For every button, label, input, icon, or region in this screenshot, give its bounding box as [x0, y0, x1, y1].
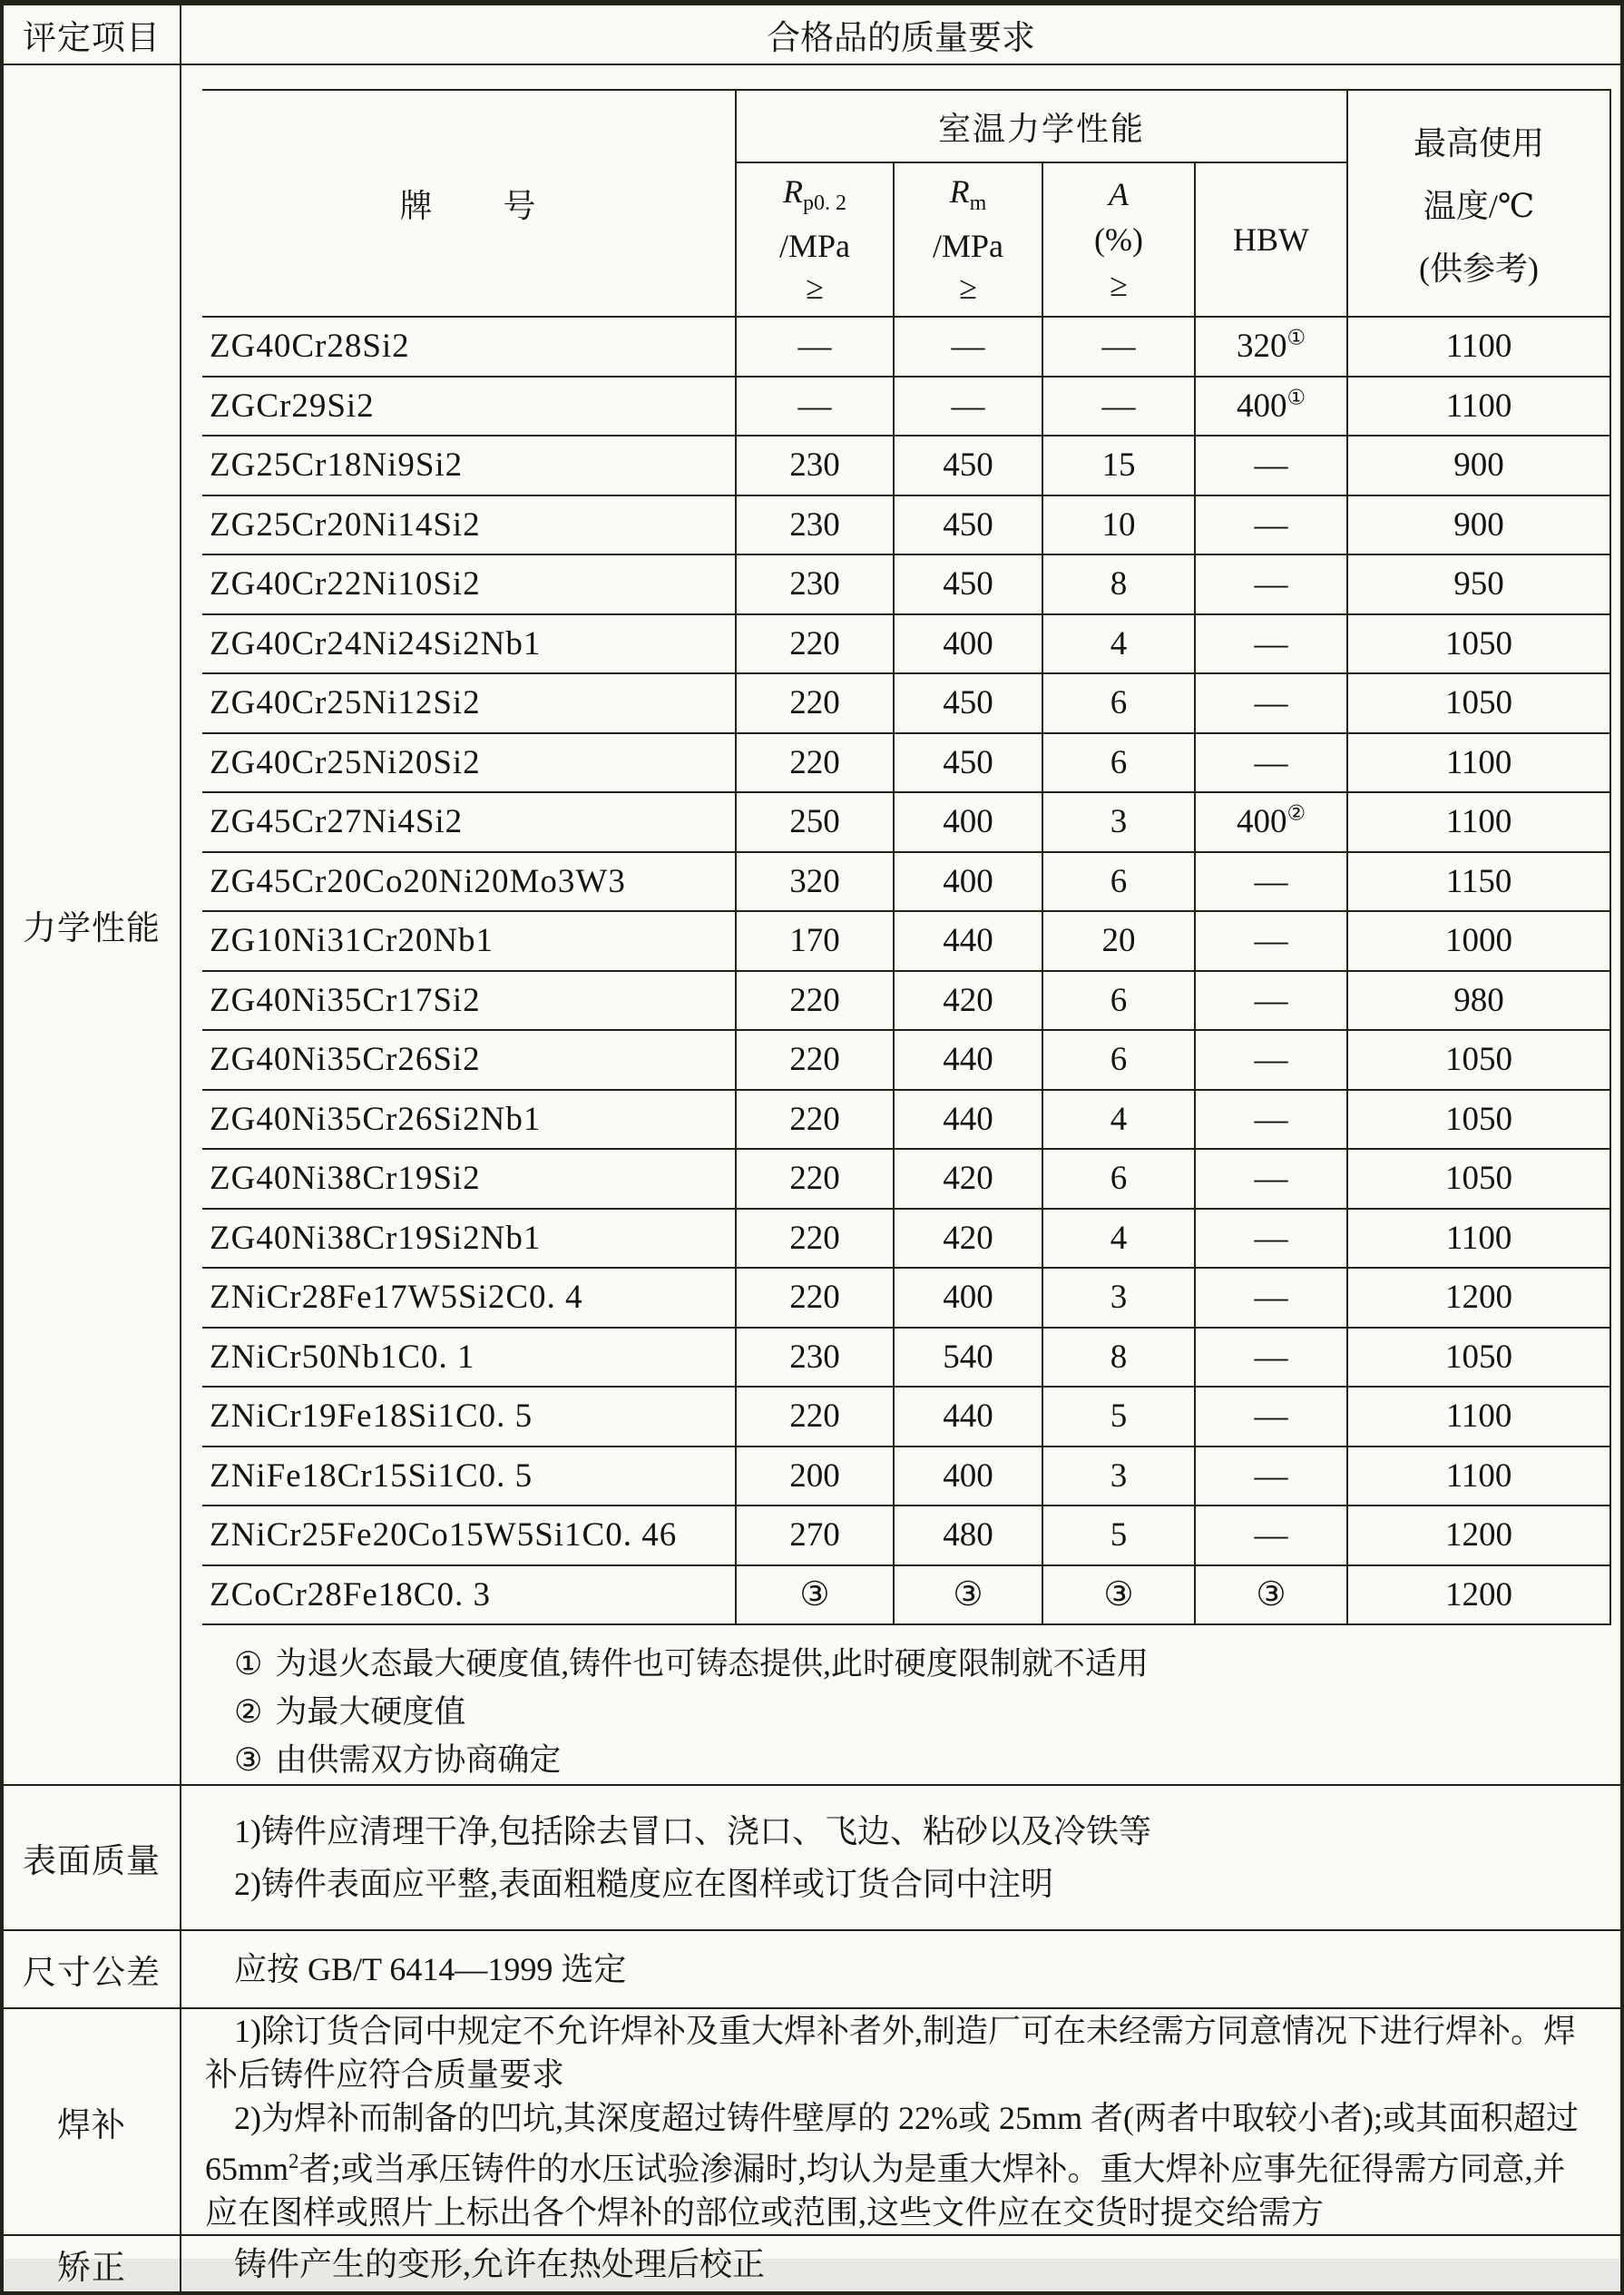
grade-cell: ZG40Cr24Ni24Si2Nb1: [202, 614, 736, 674]
max-temp-cell: 1100: [1347, 733, 1610, 793]
grade-column-header: 牌 号: [202, 90, 736, 317]
elongation-cell: 4: [1042, 614, 1195, 674]
grade-cell: ZCoCr28Fe18C0. 3: [202, 1565, 736, 1625]
rp02-cell: 220: [736, 1030, 894, 1090]
rp02-cell: 170: [736, 911, 894, 971]
hbw-cell: —: [1195, 911, 1347, 971]
hbw-cell: —: [1195, 1328, 1347, 1388]
hbw-cell: —: [1195, 971, 1347, 1031]
footnote-2-text: 为最大硬度值: [275, 1694, 466, 1730]
elongation-cell: 5: [1042, 1505, 1195, 1565]
rp02-cell: ③: [736, 1565, 894, 1625]
rp02-cell: 270: [736, 1505, 894, 1565]
surface-quality-row: [2, 1785, 1622, 1930]
grade-cell: ZG40Ni35Cr26Si2: [202, 1030, 736, 1090]
max-temp-cell: 1050: [1347, 673, 1610, 733]
grade-cell: ZNiCr25Fe20Co15W5Si1C0. 46: [202, 1505, 736, 1565]
grade-cell: ZG45Cr20Co20Ni20Mo3W3: [202, 852, 736, 912]
elongation-cell: 10: [1042, 495, 1195, 555]
footnote-1-text: 为退火态最大硬度值,铸件也可铸态提供,此时硬度限制就不适用: [275, 1646, 1149, 1682]
rp02-cell: 230: [736, 554, 894, 614]
elongation-cell: ③: [1042, 1565, 1195, 1625]
hbw-cell: —: [1195, 1268, 1347, 1328]
mechanical-properties-content: [181, 64, 1622, 1785]
footnotes: [234, 1640, 1620, 1784]
rp02-cell: —: [736, 317, 894, 377]
table-row: [202, 436, 1610, 495]
max-temperature-header: [1347, 90, 1610, 317]
rm-cell: —: [894, 377, 1042, 436]
rp02-cell: 220: [736, 1268, 894, 1328]
weld-paragraph-1: 1)除订货合同中规定不允许焊补及重大焊补者外,制造厂可在未经需方同意情况下进行焊补。焊补后铸件应符合质量要求: [205, 2013, 1576, 2093]
table-row: [202, 1209, 1610, 1269]
hbw-header: HBW: [1195, 162, 1347, 317]
max-temp-cell: 1100: [1347, 1447, 1610, 1506]
rm-cell: 440: [894, 1090, 1042, 1150]
grade-table-body: [202, 317, 1610, 1624]
rp02-cell: 220: [736, 1209, 894, 1269]
hbw-cell: —: [1195, 1209, 1347, 1269]
footnote-1-mark: ①: [234, 1646, 263, 1682]
quality-requirement-header: 合格品的质量要求: [181, 3, 1622, 64]
header-row: [2, 3, 1622, 64]
grade-cell: ZNiCr50Nb1C0. 1: [202, 1328, 736, 1388]
footnote-3-text: 由供需双方协商确定: [275, 1742, 562, 1778]
max-temp-cell: 1100: [1347, 1209, 1610, 1269]
dimensional-tolerance-row: [2, 1930, 1622, 2008]
rp02-cell: 230: [736, 436, 894, 495]
max-temp-cell: 1100: [1347, 792, 1610, 852]
rp02-cell: 230: [736, 1328, 894, 1388]
hbw-cell: —: [1195, 495, 1347, 555]
rp02-cell: 220: [736, 1387, 894, 1447]
max-temp-cell: 1200: [1347, 1505, 1610, 1565]
max-temp-cell: 1100: [1347, 377, 1610, 436]
max-temp-cell: 1050: [1347, 614, 1610, 674]
surface-line-2: 2)铸件表面应平整,表面粗糙度应在图样或订货合同中注明: [234, 1866, 1053, 1902]
max-temp-cell: 900: [1347, 495, 1610, 555]
table-row: [202, 733, 1610, 793]
elongation-cell: 8: [1042, 554, 1195, 614]
rm-cell: 420: [894, 1149, 1042, 1209]
straightening-text: 铸件产生的变形,允许在热处理后校正: [234, 2245, 766, 2282]
dimensional-tolerance-label: 尺寸公差: [2, 1930, 181, 2008]
rm-cell: 400: [894, 792, 1042, 852]
rp02-cell: 220: [736, 1149, 894, 1209]
superscript-2: 2: [289, 2150, 299, 2172]
weld-repair-content: [181, 2008, 1622, 2235]
elongation-cell: 6: [1042, 673, 1195, 733]
hbw-cell: —: [1195, 673, 1347, 733]
rm-cell: 440: [894, 911, 1042, 971]
rp02-header: $R_{p0. 2}$ /MPa ≥: [736, 162, 894, 317]
table-row: [202, 673, 1610, 733]
elongation-cell: 6: [1042, 852, 1195, 912]
max-temp-cell: 900: [1347, 436, 1610, 495]
max-temp-cell: 1050: [1347, 1030, 1610, 1090]
max-temp-cell: 1050: [1347, 1090, 1610, 1150]
straightening-row: [2, 2235, 1622, 2293]
grade-cell: ZG45Cr27Ni4Si2: [202, 792, 736, 852]
grade-cell: ZG40Cr28Si2: [202, 317, 736, 377]
elongation-cell: —: [1042, 317, 1195, 377]
grade-cell: ZNiCr28Fe17W5Si2C0. 4: [202, 1268, 736, 1328]
grade-cell: ZG40Ni38Cr19Si2Nb1: [202, 1209, 736, 1269]
hbw-cell: —: [1195, 1505, 1347, 1565]
rm-cell: 450: [894, 495, 1042, 555]
max-temp-cell: 950: [1347, 554, 1610, 614]
grade-cell: ZG40Cr25Ni12Si2: [202, 673, 736, 733]
weld-repair-row: [2, 2008, 1622, 2235]
rm-cell: 440: [894, 1387, 1042, 1447]
hbw-cell: 400①: [1195, 377, 1347, 436]
rm-cell: 450: [894, 733, 1042, 793]
grade-cell: ZG10Ni31Cr20Nb1: [202, 911, 736, 971]
hbw-cell: —: [1195, 436, 1347, 495]
hbw-cell: —: [1195, 1149, 1347, 1209]
rp02-cell: 250: [736, 792, 894, 852]
rp02-cell: 230: [736, 495, 894, 555]
rm-header: $R_m$ /MPa ≥: [894, 162, 1042, 317]
footnote-2: [234, 1688, 1620, 1736]
rp02-cell: —: [736, 377, 894, 436]
max-temp-cell: 1100: [1347, 1387, 1610, 1447]
grade-cell: ZG25Cr18Ni9Si2: [202, 436, 736, 495]
mechanical-properties-label: 力学性能: [2, 64, 181, 1785]
rm-cell: ③: [894, 1565, 1042, 1625]
elongation-cell: 20: [1042, 911, 1195, 971]
max-temp-line2: 温度/℃: [1423, 187, 1535, 224]
max-temp-line1: 最高使用: [1414, 124, 1545, 162]
rm-cell: 400: [894, 1447, 1042, 1506]
mechanical-properties-row: [2, 64, 1622, 1785]
max-temp-cell: 1150: [1347, 852, 1610, 912]
table-row: [202, 377, 1610, 436]
elongation-header: A (%) ≥: [1042, 162, 1195, 317]
rm-cell: 420: [894, 1209, 1042, 1269]
table-row: [202, 495, 1610, 555]
grade-cell: ZNiFe18Cr15Si1C0. 5: [202, 1447, 736, 1506]
table-row: [202, 971, 1610, 1031]
grade-cell: ZGCr29Si2: [202, 377, 736, 436]
hbw-cell: —: [1195, 733, 1347, 793]
hbw-cell: —: [1195, 852, 1347, 912]
grade-cell: ZG40Cr22Ni10Si2: [202, 554, 736, 614]
table-row: [202, 554, 1610, 614]
weld-paragraph-2: 2)为焊补而制备的凹坑,其深度超过铸件壁厚的 22%或 25mm 者(两者中取较小者);或其面积超过 $65mm^2$者;或当承压铸件的水压试验渗漏时,均认为是重大焊补。重大焊补应事先征得需方同意,并应在图样或照片上标出各个焊补的部位或范围,这些文件应在交货时提交给需方: [205, 2100, 1579, 2231]
elongation-cell: 3: [1042, 792, 1195, 852]
grade-cell: ZG25Cr20Ni14Si2: [202, 495, 736, 555]
grade-cell: ZG40Ni38Cr19Si2: [202, 1149, 736, 1209]
rm-cell: —: [894, 317, 1042, 377]
rp02-cell: 200: [736, 1447, 894, 1506]
hbw-cell: 400②: [1195, 792, 1347, 852]
rm-cell: 440: [894, 1030, 1042, 1090]
elongation-cell: 6: [1042, 1030, 1195, 1090]
surface-quality-label: 表面质量: [2, 1785, 181, 1930]
hbw-cell: —: [1195, 1447, 1347, 1506]
rm-cell: 450: [894, 673, 1042, 733]
rp02-cell: 220: [736, 733, 894, 793]
elongation-cell: 3: [1042, 1447, 1195, 1506]
dimensional-tolerance-content: [181, 1930, 1622, 2008]
hbw-cell: ③: [1195, 1565, 1347, 1625]
table-row: [202, 1328, 1610, 1388]
table-row: [202, 1030, 1610, 1090]
hbw-cell: 320①: [1195, 317, 1347, 377]
grade-table: [202, 89, 1611, 1625]
rp02-cell: 220: [736, 673, 894, 733]
max-temp-cell: 980: [1347, 971, 1610, 1031]
weld-repair-label: 焊补: [2, 2008, 181, 2235]
elongation-cell: 6: [1042, 733, 1195, 793]
rm-cell: 450: [894, 436, 1042, 495]
table-row: [202, 1268, 1610, 1328]
rp02-cell: 220: [736, 614, 894, 674]
footnote-3: [234, 1736, 1620, 1784]
elongation-cell: 3: [1042, 1268, 1195, 1328]
elongation-cell: —: [1042, 377, 1195, 436]
grade-cell: ZG40Ni35Cr26Si2Nb1: [202, 1090, 736, 1150]
max-temp-cell: 1000: [1347, 911, 1610, 971]
grade-cell: ZG40Ni35Cr17Si2: [202, 971, 736, 1031]
footnote-2-mark: ②: [234, 1694, 263, 1730]
tolerance-text: 应按 GB/T 6414—1999 选定: [234, 1951, 627, 1987]
max-temp-cell: 1100: [1347, 317, 1610, 377]
surface-line-1: 1)铸件应清理干净,包括除去冒口、浇口、飞边、粘砂以及冷铁等: [234, 1813, 1151, 1849]
footnote-3-mark: ③: [234, 1742, 263, 1778]
elongation-cell: 4: [1042, 1209, 1195, 1269]
surface-quality-content: [181, 1785, 1622, 1930]
table-row: [202, 317, 1610, 377]
rm-cell: 400: [894, 852, 1042, 912]
rm-cell: 450: [894, 554, 1042, 614]
table-row: [202, 1090, 1610, 1150]
max-temp-cell: 1200: [1347, 1565, 1610, 1625]
elongation-cell: 5: [1042, 1387, 1195, 1447]
hbw-cell: —: [1195, 1387, 1347, 1447]
max-temp-cell: 1200: [1347, 1268, 1610, 1328]
hbw-cell: —: [1195, 554, 1347, 614]
assessment-item-header: 评定项目: [2, 3, 181, 64]
rm-cell: 400: [894, 614, 1042, 674]
elongation-cell: 15: [1042, 436, 1195, 495]
hbw-cell: —: [1195, 1030, 1347, 1090]
max-temp-cell: 1050: [1347, 1149, 1610, 1209]
table-row: [202, 1447, 1610, 1506]
rm-cell: 480: [894, 1505, 1042, 1565]
rp02-cell: 320: [736, 852, 894, 912]
footnote-1: [234, 1640, 1620, 1688]
grade-table-header-row1: [202, 90, 1610, 162]
rm-cell: 400: [894, 1268, 1042, 1328]
table-row: [202, 614, 1610, 674]
elongation-cell: 6: [1042, 971, 1195, 1031]
elongation-cell: 6: [1042, 1149, 1195, 1209]
table-row: [202, 911, 1610, 971]
elongation-cell: 8: [1042, 1328, 1195, 1388]
rm-cell: 540: [894, 1328, 1042, 1388]
rm-cell: 420: [894, 971, 1042, 1031]
table-row: [202, 1565, 1610, 1625]
grade-cell: ZG40Cr25Ni20Si2: [202, 733, 736, 793]
elongation-cell: 4: [1042, 1090, 1195, 1150]
table-row: [202, 852, 1610, 912]
rp02-cell: 220: [736, 971, 894, 1031]
max-temp-line3: (供参考): [1419, 250, 1539, 287]
table-row: [202, 1505, 1610, 1565]
table-row: [202, 792, 1610, 852]
room-temp-group-header: 室温力学性能: [736, 90, 1347, 162]
straightening-content: [181, 2235, 1622, 2293]
straightening-label: 矫正: [2, 2235, 181, 2293]
max-temp-cell: 1050: [1347, 1328, 1610, 1388]
hbw-cell: —: [1195, 614, 1347, 674]
grade-cell: ZNiCr19Fe18Si1C0. 5: [202, 1387, 736, 1447]
rp02-cell: 220: [736, 1090, 894, 1150]
table-row: [202, 1149, 1610, 1209]
table-row: [202, 1387, 1610, 1447]
hbw-cell: —: [1195, 1090, 1347, 1150]
